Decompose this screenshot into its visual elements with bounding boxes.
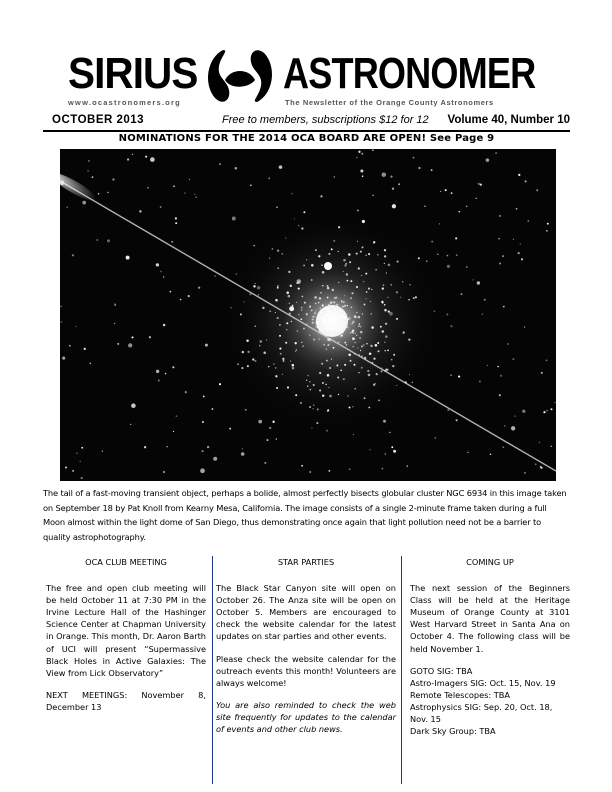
coming-up-body: The next session of the Beginners Class will be held at the Heritage Museum of Orange County at 3101 West Harvard Street in Santa Ana on October 4. The following class will be held November 1. (410, 583, 570, 654)
masthead-tagline: The Newsletter of the Orange County Astronomers (285, 98, 494, 107)
photo-caption: The tail of a fast-moving transient object, perhaps a bolide, almost perfectly bisects globular cluster NGC 6934 in this image taken on September 18 by Pat Knoll from Kearny Mesa, California. The image consists of a single 2-minute frame taken during a full Moon almost within the light dome of San Diego, thus demonstrating once again that light pollution need not be a barrier to quality astrophotography. (43, 488, 567, 542)
issue-bar (43, 112, 570, 132)
club-meeting-body: The free and open club meeting will be held October 11 at 7:30 PM in the Irvine Lecture Hall of the Hashinger Science Center at Chapman University in Orange. This month, Dr. Aaron Barth of UCI will present “Supermassive Black Holes in Active Galaxies: The View from Lick Observatory” (46, 583, 206, 678)
issue-date: OCTOBER 2013 (52, 114, 145, 126)
column-divider (401, 556, 402, 784)
volume-number: Volume 40, Number 10 (447, 114, 570, 126)
subscription-note: Free to members, subscriptions $12 for 12 (222, 114, 429, 126)
headline: NOMINATIONS FOR THE 2014 OCA BOARD ARE OPEN! See Page 9 (118, 133, 495, 144)
masthead-title-left: SIRIUS (68, 49, 198, 98)
sig-item: Dark Sky Group: TBA (410, 726, 496, 737)
star-parties-column (216, 556, 396, 784)
star-parties-outreach: Please check the website calendar for the outreach events this month! Volunteers are always welcome! (216, 653, 396, 688)
club-meeting-column (46, 556, 206, 784)
sig-item: Astro-Imagers SIG: Oct. 15, Nov. 19 (410, 677, 556, 688)
site-url: www.ocastronomers.org (68, 98, 181, 107)
coming-up-title: COMING UP (466, 557, 514, 567)
sig-item: GOTO SIG: TBA (410, 665, 473, 676)
star-parties-reminder: You are also reminded to check the web site frequently for updates to the calendar of events and other club news. (216, 699, 396, 735)
globular-cluster-image (60, 149, 556, 481)
column-divider (212, 556, 213, 784)
sirius-logo-icon (201, 40, 279, 112)
next-meetings: NEXT MEETINGS: November 8, December 13 (46, 689, 206, 712)
sig-list (410, 665, 570, 738)
coming-up-column (410, 556, 570, 784)
star-parties-body: The Black Star Canyon site will open on October 26. The Anza site will be open on October 5. Members are encouraged to check the website calendar for the latest updates on star parties and other events. (216, 583, 396, 642)
club-meeting-title: OCA CLUB MEETING (85, 557, 167, 567)
sig-item: Remote Telescopes: TBA (410, 689, 511, 700)
star-parties-title: STAR PARTIES (277, 557, 335, 567)
masthead-title-right: ASTRONOMER (283, 49, 536, 98)
sig-item: Astrophysics SIG: Sep. 20, Oct. 18, Nov. 15 (410, 701, 553, 725)
